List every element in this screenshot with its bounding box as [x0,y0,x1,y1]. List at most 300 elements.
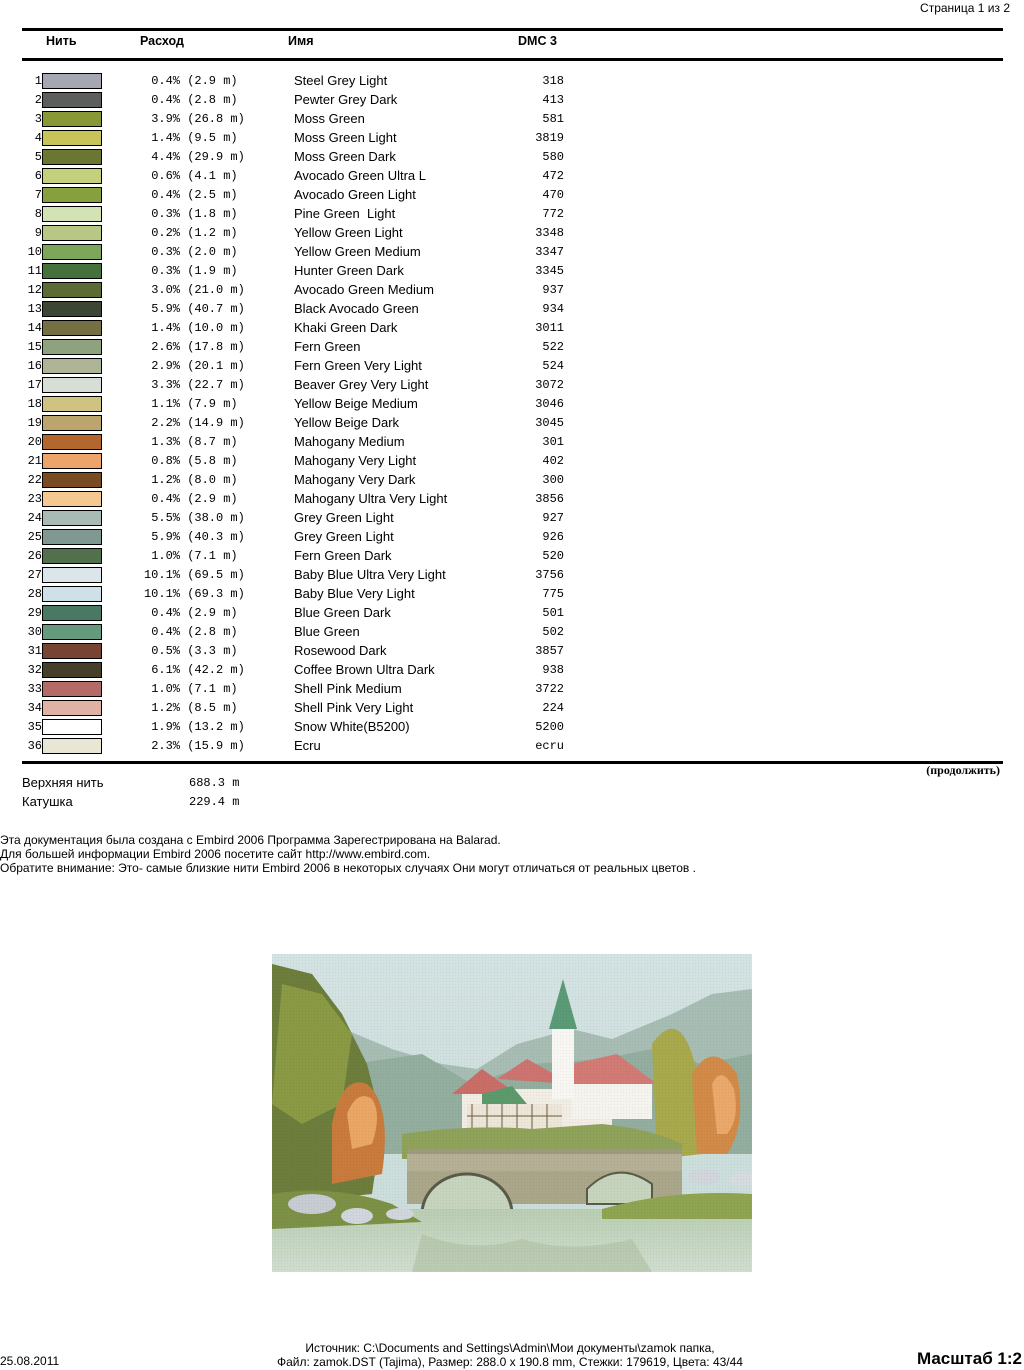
thread-index: 2 [34,92,42,107]
thread-name: Mahogany Ultra Very Light [294,491,448,506]
thread-name: Yellow Green Light [294,225,403,240]
thread-code: 934 [542,301,564,316]
usage-length: (13.2 m) [187,719,245,734]
thread-row [22,128,564,147]
note-line: Обратите внимание: Это- самые близкие нити Embird 2006 в некоторых случаях Они могут отличаться от реальных цветов . [0,861,696,875]
color-swatch [42,662,102,678]
thread-code: 3072 [535,377,564,392]
thread-usage [104,90,294,109]
usage-percent: 4.4% [151,149,180,164]
thread-usage [104,679,294,698]
usage-length: (9.5 m) [187,130,238,145]
usage-percent: 3.3% [151,377,180,392]
usage-length: (29.9 m) [187,149,245,164]
swatch-cell [42,166,104,185]
swatch-cell [42,223,104,242]
thread-usage [104,622,294,641]
thread-index: 3 [34,111,42,126]
thread-name: Baby Blue Very Light [294,586,415,601]
thread-row [22,375,564,394]
color-swatch [42,339,102,355]
usage-percent: 0.2% [151,225,180,240]
color-swatch [42,643,102,659]
thread-code: 5200 [535,719,564,734]
thread-code: 3345 [535,263,564,278]
totals-row-top-thread [22,775,240,794]
thread-usage [104,375,294,394]
usage-length: (15.9 m) [187,738,245,753]
thread-usage [104,527,294,546]
thread-usage [104,451,294,470]
thread-usage [104,584,294,603]
color-swatch [42,130,102,146]
thread-row [22,546,564,565]
thread-row [22,470,564,489]
thread-index: 27 [27,567,42,582]
usage-length: (3.3 m) [187,643,238,658]
usage-length: (2.8 m) [187,92,238,107]
thread-row [22,698,564,717]
thread-index: 17 [27,377,42,392]
color-swatch [42,244,102,260]
thread-usage [104,565,294,584]
color-swatch [42,92,102,108]
thread-index: 5 [34,149,42,164]
thread-index: 34 [27,700,42,715]
thread-usage [104,698,294,717]
note-line: Эта документация была создана с Embird 2006 Программа Зарегестрирована на Balarad. [0,833,501,847]
thread-usage [104,71,294,90]
usage-length: (1.2 m) [187,225,238,240]
usage-percent: 1.4% [151,130,180,145]
color-swatch [42,73,102,89]
usage-length: (2.9 m) [187,73,238,88]
usage-percent: 10.1% [143,567,180,582]
thread-index: 15 [27,339,42,354]
thread-index: 6 [34,168,42,183]
thread-row [22,736,564,755]
swatch-cell [42,698,104,717]
footer-source-path: Источник: C:\Documents and Settings\Admin\Мои документы\zamok папка, [305,1341,715,1355]
thread-row [22,71,564,90]
thread-usage [104,261,294,280]
totals-value: 688.3 m [189,776,240,790]
totals [22,775,240,813]
thread-usage [104,508,294,527]
thread-usage [104,641,294,660]
thread-name: Avocado Green Ultra L [294,168,426,183]
thread-usage [104,242,294,261]
thread-name: Hunter Green Dark [294,263,404,278]
usage-percent: 6.1% [151,662,180,677]
color-swatch [42,282,102,298]
usage-percent: 3.9% [151,111,180,126]
color-swatch [42,472,102,488]
thread-row [22,223,564,242]
thread-row [22,337,564,356]
swatch-cell [42,622,104,641]
usage-length: (22.7 m) [187,377,245,392]
thread-code: 3011 [535,320,564,335]
color-swatch [42,529,102,545]
thread-code: 938 [542,662,564,677]
usage-length: (2.0 m) [187,244,238,259]
thread-name: Shell Pink Very Light [294,700,414,715]
thread-index: 10 [27,244,42,259]
swatch-cell [42,470,104,489]
swatch-cell [42,508,104,527]
usage-percent: 0.6% [151,168,180,183]
color-swatch [42,434,102,450]
thread-row [22,299,564,318]
thread-usage [104,109,294,128]
color-swatch [42,738,102,754]
swatch-cell [42,584,104,603]
color-swatch [42,567,102,583]
usage-percent: 2.6% [151,339,180,354]
swatch-cell [42,356,104,375]
thread-name: Pine Green Light [294,206,396,221]
usage-percent: 1.2% [151,700,180,715]
thread-code: 472 [542,168,564,183]
thread-name: Khaki Green Dark [294,320,398,335]
swatch-cell [42,318,104,337]
swatch-cell [42,90,104,109]
usage-length: (4.1 m) [187,168,238,183]
swatch-cell [42,413,104,432]
usage-percent: 1.9% [151,719,180,734]
thread-row [22,603,564,622]
usage-percent: 5.9% [151,301,180,316]
usage-length: (2.9 m) [187,491,238,506]
thread-code: 413 [542,92,564,107]
color-swatch [42,700,102,716]
header-bottom-rule [22,58,1003,61]
thread-usage [104,356,294,375]
usage-percent: 0.3% [151,206,180,221]
usage-percent: 3.0% [151,282,180,297]
thread-index: 26 [27,548,42,563]
thread-code: 580 [542,149,564,164]
usage-length: (69.3 m) [187,586,245,601]
swatch-cell [42,603,104,622]
thread-code: 318 [542,73,564,88]
thread-row [22,280,564,299]
thread-index: 25 [27,529,42,544]
usage-length: (1.9 m) [187,263,238,278]
thread-usage [104,223,294,242]
thread-usage [104,603,294,622]
usage-percent: 0.3% [151,263,180,278]
usage-percent: 0.4% [151,92,180,107]
swatch-cell [42,527,104,546]
usage-percent: 5.5% [151,510,180,525]
thread-name: Rosewood Dark [294,643,387,658]
thread-row [22,90,564,109]
thread-index: 18 [27,396,42,411]
thread-index: 24 [27,510,42,525]
thread-row [22,185,564,204]
usage-length: (42.2 m) [187,662,245,677]
swatch-cell [42,489,104,508]
thread-index: 19 [27,415,42,430]
swatch-cell [42,280,104,299]
thread-usage [104,337,294,356]
thread-row [22,584,564,603]
color-swatch [42,415,102,431]
thread-name: Beaver Grey Very Light [294,377,429,392]
usage-length: (1.8 m) [187,206,238,221]
usage-percent: 1.0% [151,681,180,696]
thread-index: 28 [27,586,42,601]
swatch-cell [42,641,104,660]
thread-code: 3722 [535,681,564,696]
usage-percent: 0.4% [151,624,180,639]
color-swatch [42,168,102,184]
color-swatch [42,586,102,602]
usage-percent: 0.4% [151,605,180,620]
thread-index: 36 [27,738,42,753]
usage-length: (26.8 m) [187,111,245,126]
usage-length: (40.7 m) [187,301,245,316]
thread-name: Yellow Beige Dark [294,415,400,430]
thread-code: 581 [542,111,564,126]
thread-row [22,451,564,470]
thread-row [22,242,564,261]
swatch-cell [42,71,104,90]
thread-usage [104,660,294,679]
swatch-cell [42,394,104,413]
color-swatch [42,320,102,336]
color-swatch [42,149,102,165]
thread-index: 31 [27,643,42,658]
thread-row [22,109,564,128]
thread-name: Yellow Green Medium [294,244,421,259]
column-header-thread: Нить [46,34,77,48]
column-header-brand: DMC 3 [518,34,557,48]
thread-index: 29 [27,605,42,620]
color-swatch [42,263,102,279]
color-swatch [42,510,102,526]
swatch-cell [42,128,104,147]
column-header-usage: Расход [140,34,184,48]
thread-index: 4 [34,130,42,145]
usage-percent: 2.3% [151,738,180,753]
thread-code: 3819 [535,130,564,145]
thread-code: 3046 [535,396,564,411]
thread-index: 30 [27,624,42,639]
thread-code: 501 [542,605,564,620]
swatch-cell [42,185,104,204]
usage-length: (10.0 m) [187,320,245,335]
totals-value: 229.4 m [189,795,240,809]
thread-index: 11 [27,263,42,278]
thread-code: 3756 [535,567,564,582]
thread-code: 3348 [535,225,564,240]
thread-code: 3856 [535,491,564,506]
thread-name: Yellow Beige Medium [294,396,418,411]
swatch-cell [42,147,104,166]
color-swatch [42,301,102,317]
thread-index: 8 [34,206,42,221]
thread-name: Coffee Brown Ultra Dark [294,662,435,677]
thread-usage [104,128,294,147]
thread-row [22,660,564,679]
thread-name: Moss Green Light [294,130,397,145]
swatch-cell [42,337,104,356]
color-swatch [42,681,102,697]
usage-length: (69.5 m) [187,567,245,582]
swatch-cell [42,242,104,261]
thread-name: Shell Pink Medium [294,681,402,696]
thread-index: 32 [27,662,42,677]
thread-code: 937 [542,282,564,297]
thread-name: Pewter Grey Dark [294,92,398,107]
footer-file-info: Файл: zamok.DST (Tajima), Размер: 288.0 x 190.8 mm, Стежки: 179619, Цвета: 43/44 [277,1355,743,1369]
swatch-cell [42,451,104,470]
thread-index: 16 [27,358,42,373]
thread-row [22,413,564,432]
page-indicator: Страница 1 из 2 [920,1,1010,15]
thread-row [22,508,564,527]
thread-code: 926 [542,529,564,544]
usage-length: (2.5 m) [187,187,238,202]
color-swatch [42,491,102,507]
thread-usage [104,717,294,736]
table-bottom-rule [22,761,1003,764]
thread-code: 224 [542,700,564,715]
usage-percent: 1.1% [151,396,180,411]
thread-row [22,641,564,660]
thread-usage [104,166,294,185]
thread-code: 927 [542,510,564,525]
footer-date: 25.08.2011 [0,1354,60,1368]
usage-percent: 0.4% [151,73,180,88]
thread-index: 13 [27,301,42,316]
thread-name: Baby Blue Ultra Very Light [294,567,446,582]
thread-row [22,527,564,546]
thread-index: 7 [34,187,42,202]
usage-length: (8.0 m) [187,472,238,487]
usage-length: (20.1 m) [187,358,245,373]
thread-code: ecru [535,738,564,753]
thread-name: Fern Green [294,339,361,354]
thread-row [22,318,564,337]
totals-label: Верхняя нить [22,775,104,790]
usage-length: (38.0 m) [187,510,245,525]
usage-length: (14.9 m) [187,415,245,430]
usage-length: (7.1 m) [187,681,238,696]
usage-percent: 0.5% [151,643,180,658]
usage-length: (8.7 m) [187,434,238,449]
thread-code: 300 [542,472,564,487]
thread-name: Black Avocado Green [294,301,419,316]
swatch-cell [42,204,104,223]
thread-name: Mahogany Medium [294,434,405,449]
usage-length: (40.3 m) [187,529,245,544]
usage-length: (8.5 m) [187,700,238,715]
thread-index: 35 [27,719,42,734]
color-swatch [42,206,102,222]
usage-length: (17.8 m) [187,339,245,354]
swatch-cell [42,679,104,698]
thread-name: Mahogany Very Dark [294,472,416,487]
thread-name: Avocado Green Medium [294,282,434,297]
thread-name: Moss Green Dark [294,149,396,164]
thread-index: 22 [27,472,42,487]
color-swatch [42,719,102,735]
thread-code: 3347 [535,244,564,259]
color-swatch [42,548,102,564]
thread-code: 524 [542,358,564,373]
color-swatch [42,453,102,469]
color-swatch [42,396,102,412]
thread-row [22,679,564,698]
thread-index: 12 [27,282,42,297]
usage-percent: 0.3% [151,244,180,259]
color-swatch [42,225,102,241]
thread-row [22,204,564,223]
usage-length: (7.1 m) [187,548,238,563]
thread-code: 522 [542,339,564,354]
usage-length: (5.8 m) [187,453,238,468]
thread-name: Ecru [294,738,321,753]
thread-usage [104,280,294,299]
thread-usage [104,413,294,432]
thread-name: Blue Green [294,624,360,639]
usage-length: (21.0 m) [187,282,245,297]
swatch-cell [42,660,104,679]
thread-row [22,356,564,375]
thread-usage [104,394,294,413]
color-swatch [42,111,102,127]
usage-percent: 1.2% [151,472,180,487]
color-swatch [42,187,102,203]
thread-code: 775 [542,586,564,601]
swatch-cell [42,546,104,565]
swatch-cell [42,717,104,736]
thread-usage [104,147,294,166]
thread-code: 502 [542,624,564,639]
thread-name: Fern Green Dark [294,548,392,563]
thread-code: 402 [542,453,564,468]
thread-code: 301 [542,434,564,449]
thread-usage [104,185,294,204]
header-top-rule [22,28,1003,31]
swatch-cell [42,299,104,318]
footer-source-info [240,1341,780,1369]
usage-percent: 2.2% [151,415,180,430]
scale-label: Масштаб 1:2 [916,1349,1022,1368]
usage-length: (2.8 m) [187,624,238,639]
swatch-cell [42,565,104,584]
thread-index: 21 [27,453,42,468]
swatch-cell [42,736,104,755]
thread-usage [104,204,294,223]
thread-usage [104,299,294,318]
color-swatch [42,605,102,621]
usage-percent: 1.4% [151,320,180,335]
thread-index: 20 [27,434,42,449]
thread-name: Moss Green [294,111,365,126]
thread-name: Blue Green Dark [294,605,391,620]
thread-index: 9 [34,225,42,240]
usage-percent: 10.1% [143,586,180,601]
thread-code: 3045 [535,415,564,430]
swatch-cell [42,432,104,451]
color-swatch [42,377,102,393]
usage-percent: 5.9% [151,529,180,544]
